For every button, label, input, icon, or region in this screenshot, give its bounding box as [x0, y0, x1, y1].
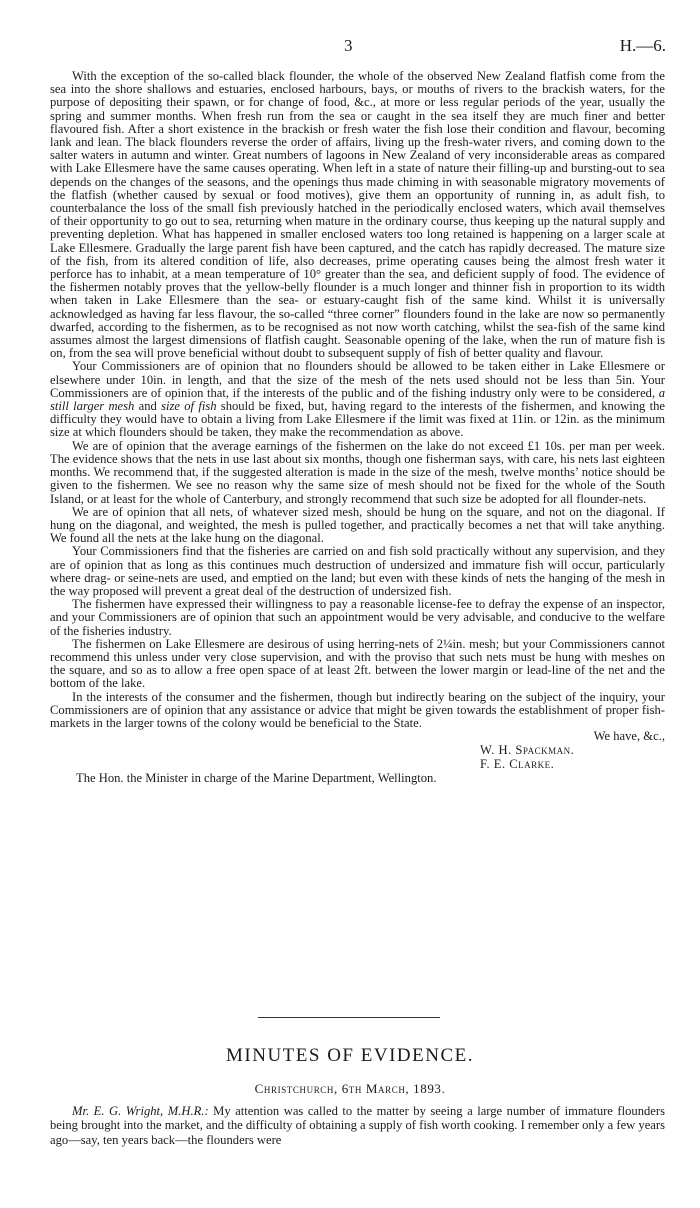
signature-block	[50, 730, 665, 785]
paragraph-text: With the exception of the so-called black flounder, the whole of the observed New Zealand flatfish come from the sea into the shore shallows and estuaries, enclosed harbours, bays, or mouths of rivers to the brackish waters, for the purpose of depositing their spawn, or for change of food, &c., at more or less regular periods of the year, usually the spring and summer months. When fresh run from the sea or caught in the sea itself they are much finer and better flavoured fish. After a short existence in the brackish or fresh water the fish lose their condition and flavour, becoming lank and lean. The black flounders reverse the order of affairs, living up the fresh-water rivers, and coming down to the salter waters in autumn and winter. Great numbers of lagoons in New Zealand of very inconsiderable areas as compared with Lake Ellesmere have the same causes operating. When left in a state of nature their filling-up and bursting-out to sea depends on the changes of the seasons, and the openings thus made chiming in with seasonable migratory movements of the flatfish (whether caused by sexual or food motives), give them an opportunity of running in, as adult fish, to counterbalance the loss of the small fish previously hatched in the periodically enclosed waters, which avail themselves of their opportunity to go out to sea, returning when mature in the ordinary course, thus keeping up the natural supply and preventing depletion. What has happened in smaller enclosed waters too long retained is happening on a larger scale at Lake Ellesmere. Gradually the large parent fish have been captured, and the catch has rapidly decreased. The mature size of the fish, from its altered condition of life, also decreases, prime operating causes being the almost fresh water it perforce has to inhabit, at a mean temperature of 10° greater than the sea, and deficient supply of food. The evidence of the fishermen notably proves that the yellow-belly flounder is a much longer and thinner fish in proportion to its width when taken in Lake Ellesmere than the sea- or estuary-caught fish of the same kind. Whilst it is universally acknowledged as having far less flavour, the so-called “three corner” flounders found in the lake are now so permanently dwarfed, according to the fishermen, as to be recognised as not now worth catching, whilst the sea-fish of the same kind assumes almost the largest dimensions of flatfish caught. Seasonable opening of the lake, when the run of mature fish is on, from the sea will prove beneficial without doubt to subsequent supply of fish of better quality and flavour.	[50, 69, 665, 361]
closing-line: We have, &c.,	[593, 729, 665, 744]
paragraph-text: should be fixed, but, having regard to the interests of the fishermen, and knowing the difficulty they would have to obtain a living from Lake Ellesmere if the limit was fixed at 11in. or 12in. as the minimum size at which flounders should be taken, they make the recommendation as above.	[50, 399, 665, 440]
paragraph-text: The fishermen on Lake Ellesmere are desirous of using herring-nets of 2¼in. mesh; but your Commissioners cannot recommend this unless under very close supervision, and with the proviso that such nets must be hung with meshes on the square, and so as to allow a free open space of at least 2ft. between the lower margin or lead-line of the net and the bottom of the lake.	[50, 636, 665, 691]
paragraph-text: Your Commissioners are of opinion that no flounders should be allowed to be taken either in Lake Ellesmere or elsewhere under 10in. in length, and that the size of the mesh of the nets used should not be less than 5in. Your Commissioners are of opinion that, if the interests of the public and of the fishing industry only were to be considered,	[50, 359, 665, 400]
report-paragraph	[50, 360, 665, 439]
report-body	[50, 70, 665, 785]
addressee-line: The Hon. the Minister in charge of the Marine Department, Wellington.	[76, 770, 437, 785]
place-date: Christchurch, 6th March, 1893.	[254, 1081, 446, 1096]
paragraph-text: We are of opinion that all nets, of whatever sized mesh, should be hung on the square, and not on the diagonal. If hung on the diagonal, and weighted, the mesh is pulled together, and practically becomes a net that will take anything. We found all the nets at the lake hung on the diagonal.	[50, 504, 665, 546]
paragraph-text: The fishermen have expressed their willingness to pay a reasonable license-fee to defray the expense of an inspector, and your Commissioners are of opinion that such an appointment would be very advisable, and conducive to the welfare of the fisheries industry.	[50, 597, 665, 638]
page-header	[0, 36, 700, 58]
paragraph-text: We are of opinion that the average earnings of the fishermen on the lake do not exceed £1 10s. per man per week. The evidence shows that the nets in use last about six months, though one fisherman says, with care, his nets last eighteen months. We recommend that, if the suggested alteration is made in the size of the mesh, twelve months’ notice should be given to the fishermen. We see no reason why the same size of mesh should not be fixed for the whole of the South Island, or at least for the whole of Canterbury, and strongly recommend that such size be adopted for all flounder-nets.	[50, 438, 665, 506]
emphasis-text: size of fish	[161, 399, 217, 414]
report-paragraph	[50, 598, 665, 638]
report-paragraph	[50, 545, 665, 598]
report-paragraph	[50, 70, 665, 360]
paragraph-text: Your Commissioners find that the fisheries are carried on and fish sold practically without any supervision, and they are of opinion that as long as this continues much destruction of undersized and immature fish will occur, particularly where drag- or seine-nets are used, and emptied on the land; but even with these kinds of nets the hanging of the mesh in the way proposed will prevent a great deal of the destruction of undersized fish.	[50, 544, 665, 598]
signatory: W. H. Spackman.	[480, 742, 575, 757]
report-paragraph	[50, 691, 665, 731]
document-reference: H.—6.	[619, 36, 666, 55]
minutes-body	[50, 1104, 665, 1147]
page-number: 3	[344, 36, 353, 55]
report-paragraph	[50, 638, 665, 691]
paragraph-text: and	[134, 399, 162, 414]
section-divider	[258, 1017, 440, 1018]
emphasis-text: a still larger mesh	[50, 385, 665, 414]
evidence-paragraph	[50, 1104, 665, 1147]
report-paragraph	[50, 506, 665, 546]
paragraph-text: In the interests of the consumer and the fishermen, though but indirectly bearing on the subject of the inquiry, your Commissioners are of opinion that any assistance or advice that might be given towards the establishment of proper fish-markets in the larger towns of the colony would be beneficial to the State.	[50, 689, 665, 730]
report-paragraph	[50, 440, 665, 506]
evidence-text: My attention was called to the matter by seeing a large number of immature flounders being brought into the market, and the difficulty of obtaining a supply of fish worth cooking. I remember only a few years ago—say, ten years back—the flounders were	[50, 1104, 665, 1147]
witness-name: Mr. E. G. Wright, M.H.R.:	[72, 1104, 209, 1118]
report-paragraphs	[50, 70, 665, 730]
signatory: F. E. Clarke.	[480, 756, 555, 771]
minutes-title: MINUTES OF EVIDENCE.	[226, 1045, 474, 1066]
